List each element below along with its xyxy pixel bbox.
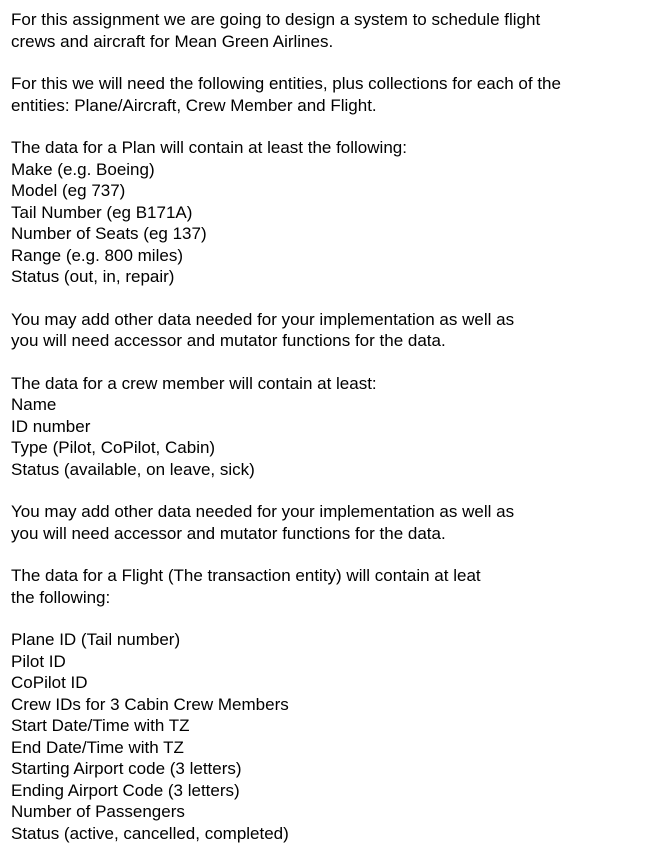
- text-line: For this assignment we are going to design a system to schedule flight: [11, 10, 541, 29]
- list-item: Type (Pilot, CoPilot, Cabin): [11, 438, 216, 457]
- list-item: Plane ID (Tail number): [11, 630, 181, 649]
- list-item: Ending Airport Code (3 letters): [11, 780, 240, 800]
- intro-paragraph: [11, 9, 641, 52]
- text-line: You may add other data needed for your implementation as well as: [11, 309, 515, 329]
- paragraph-spacer: [11, 544, 641, 565]
- list-heading: The data for a Plan will contain at least the following:: [11, 138, 407, 157]
- paragraph-spacer: [11, 52, 641, 73]
- list-item: Pilot ID: [11, 651, 66, 671]
- text-line: you will need accessor and mutator functions for the data.: [11, 331, 446, 350]
- crew-note-paragraph: [11, 501, 641, 544]
- plane-note-paragraph: [11, 309, 641, 352]
- text-line: crews and aircraft for Mean Green Airlines.: [11, 31, 334, 51]
- crew-data-list: [11, 373, 641, 481]
- list-item: ID number: [11, 416, 91, 436]
- flight-data-list: [11, 629, 641, 844]
- text-line: entities: Plane/Aircraft, Crew Member and Flight.: [11, 95, 377, 115]
- paragraph-spacer: [11, 608, 641, 629]
- text-line: the following:: [11, 587, 111, 607]
- list-item: Number of Passengers: [11, 802, 185, 821]
- list-item: Number of Seats (eg 137): [11, 224, 207, 243]
- list-item: Range (e.g. 800 miles): [11, 245, 183, 265]
- text-line: you will need accessor and mutator functions for the data.: [11, 523, 446, 543]
- list-heading: The data for a crew member will contain at least:: [11, 373, 377, 393]
- list-item: End Date/Time with TZ: [11, 737, 184, 757]
- list-item: CoPilot ID: [11, 673, 88, 692]
- text-line: You may add other data needed for your implementation as well as: [11, 502, 515, 521]
- list-item: Starting Airport code (3 letters): [11, 759, 242, 778]
- list-item: Start Date/Time with TZ: [11, 716, 190, 735]
- list-item: Make (e.g. Boeing): [11, 159, 155, 179]
- list-item: Model (eg 737): [11, 181, 126, 200]
- list-item: Name: [11, 395, 57, 414]
- paragraph-spacer: [11, 352, 641, 373]
- paragraph-spacer: [11, 288, 641, 309]
- text-line: For this we will need the following entities, plus collections for each of the: [11, 74, 561, 93]
- list-item: Status (available, on leave, sick): [11, 459, 255, 479]
- paragraph-spacer: [11, 116, 641, 137]
- entities-paragraph: [11, 73, 641, 116]
- list-item: Status (out, in, repair): [11, 267, 175, 286]
- text-line: The data for a Flight (The transaction entity) will contain at leat: [11, 566, 481, 585]
- plane-data-list: [11, 137, 641, 288]
- list-item: Crew IDs for 3 Cabin Crew Members: [11, 694, 289, 714]
- list-item: Tail Number (eg B171A): [11, 202, 193, 222]
- paragraph-spacer: [11, 480, 641, 501]
- list-item: Status (active, cancelled, completed): [11, 823, 289, 843]
- flight-intro-paragraph: [11, 565, 641, 608]
